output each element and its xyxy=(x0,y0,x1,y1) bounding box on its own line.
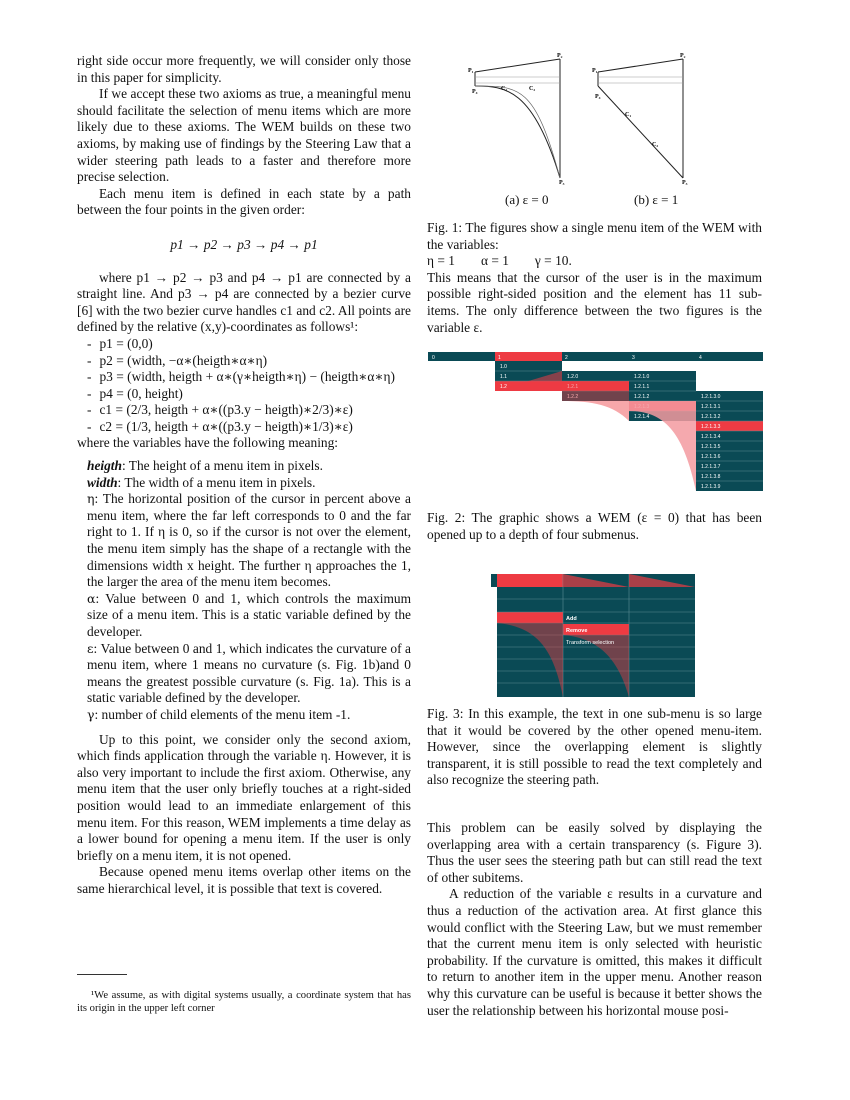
svg-text:1.2.1.0: 1.2.1.0 xyxy=(634,374,650,380)
label-c2: C₂ xyxy=(529,86,536,92)
header-label: 0 xyxy=(432,355,435,361)
path-equation: p1 → p2 → p3 → p4 → p1 xyxy=(170,236,318,252)
point-definitions xyxy=(77,336,411,436)
svg-text:1.2.1.3.0: 1.2.1.3.0 xyxy=(701,394,721,400)
menu-item-transform: Transform selection xyxy=(566,640,615,646)
paragraph: where p1 → p2 → p3 and p4 → p1 are connected by a straight line. And p3 → p4 are connected by a bezier curve [6] with the two bezier curve handles c1 and c2. All points are defined by the relative (x,y)-coordinates as follows¹: xyxy=(77,269,411,335)
figure-2-caption: Fig. 2: The graphic shows a WEM (ε = 0) that has been opened up to a depth of four submenus. xyxy=(427,510,762,542)
paragraph: Because opened menu items overlap other items on the same hierarchical level, it is possible that text is covered. xyxy=(77,864,411,896)
svg-text:1.2.1.4: 1.2.1.4 xyxy=(634,414,650,420)
svg-text:1.2.1.3.4: 1.2.1.3.4 xyxy=(701,434,721,440)
svg-text:P₃: P₃ xyxy=(682,180,688,186)
label-p3: P₃ xyxy=(559,180,565,186)
figure-1-variables: η = 1 α = 1 γ = 10. xyxy=(427,253,572,269)
label-p4: P₄ xyxy=(472,89,478,95)
header-label: 4 xyxy=(699,355,702,361)
variable-item: α: Value between 0 and 1, which controls the maximum size of a menu item. This is a static variable defined by the developer. xyxy=(87,590,411,639)
paragraph: This problem can be easily solved by displaying the overlapping area with a certain transparency (s. Figure 3). Thus the user sees the steering path but can still read the text of other subitems. xyxy=(427,820,762,885)
definition-item: - p3 = (width, heigth + α∗(γ∗heigth∗η) − (heigth∗α∗η) xyxy=(87,369,395,385)
edge-p1-p2 xyxy=(475,59,560,72)
figure-2 xyxy=(428,350,764,495)
definition-item: - p1 = (0,0) xyxy=(87,335,153,351)
paragraph: Each menu item is defined in each state by a path between the four points in the given order: xyxy=(77,185,411,218)
definition-item: - p4 = (0, height) xyxy=(87,385,183,401)
svg-text:P₄: P₄ xyxy=(595,94,601,100)
definition-item: - c2 = (1/3, heigth + α∗((p3.y − heigth)∗1/3)∗ε) xyxy=(87,418,353,434)
label-c1: C₁ xyxy=(501,86,508,92)
svg-text:1.0: 1.0 xyxy=(500,364,507,370)
paragraph: Up to this point, we consider only the second axiom, which finds application through the variable η. However, it is also very important to include the first axiom. Otherwise, any menu item that the user only briefly touches at a right-sided position would lead to an immediate enlargement of this menu item. For this reason, WEM implements a time delay as a lower bound for opening a menu item. If the user is only briefly on a menu item, it is not opened. xyxy=(77,731,411,863)
svg-text:1.2.0: 1.2.0 xyxy=(567,374,579,380)
svg-text:1.2.1.3.3: 1.2.1.3.3 xyxy=(701,424,721,430)
menu-item-remove: Remove xyxy=(566,628,588,634)
svg-text:C₂: C₂ xyxy=(652,142,659,148)
header-label: 1 xyxy=(498,355,501,361)
footnote-rule xyxy=(77,974,127,975)
variable-item: η: The horizontal position of the cursor in percent above a menu item, where the far left corresponds to 0 and the far right to 1. If η is 0, so if the cursor is not over the element, the menu item simply has the shape of a rectangle with the dimensions width x height. The further η approaches the 1, the larger the area of the menu item becomes. xyxy=(87,491,411,590)
definition-item: - c1 = (2/3, heigth + α∗((p3.y − heigth)∗2/3)∗ε) xyxy=(87,402,353,418)
figure-1a-diagram xyxy=(468,53,565,186)
svg-text:1.2.1.3.9: 1.2.1.3.9 xyxy=(701,484,721,490)
svg-text:P₂: P₂ xyxy=(680,53,686,59)
figure-1b-subcaption: (b) ε = 1 xyxy=(634,192,679,207)
variable-item: width: The width of a menu item in pixels. xyxy=(87,474,316,490)
svg-text:1.2.1.3.1: 1.2.1.3.1 xyxy=(701,404,721,410)
variable-item: ε: Value between 0 and 1, which indicates the curvature of a menu item, where 1 means no curvature (s. Fig. 1b)and 0 means the greatest possible curvature (s. Fig. 1a). This is a static variable defined by the developer. xyxy=(87,640,411,706)
svg-text:1.2.1.3.2: 1.2.1.3.2 xyxy=(701,414,721,420)
svg-text:1.2.1: 1.2.1 xyxy=(567,384,579,390)
svg-text:1.2.1.3.7: 1.2.1.3.7 xyxy=(701,464,721,470)
svg-text:1.2.1.2: 1.2.1.2 xyxy=(634,394,650,400)
header-label: 3 xyxy=(632,355,635,361)
svg-text:P₁: P₁ xyxy=(592,68,598,74)
figure-1-caption: Fig. 1: The figures show a single menu item of the WEM with the variables: η = 1 α = 1 γ = 10. This means that the cursor of the user is in the maximum possible right-sided position and the element has 11 sub-items. The only difference between the two figures is the variable ε. xyxy=(427,220,762,335)
label-p2: P₂ xyxy=(557,53,563,59)
menu-item-add: Add xyxy=(566,616,577,622)
paragraph: where the variables have the following meaning: xyxy=(77,435,339,451)
svg-text:1.2.1.1: 1.2.1.1 xyxy=(634,384,650,390)
bezier-curve xyxy=(475,86,560,178)
figure-3-caption: Fig. 3: In this example, the text in one sub-menu is so large that it would be covered by the other opened menu-item. However, since the overlapping element is slightly transparent, it is still possible to read the text completely and also recognize the steering path. xyxy=(427,706,762,788)
left-column xyxy=(77,53,411,898)
svg-text:1.2.2: 1.2.2 xyxy=(567,394,579,400)
figure-1a-subcaption: (a) ε = 0 xyxy=(505,192,549,207)
label-p1: P₁ xyxy=(468,68,474,74)
definition-item: - p2 = (width, −α∗(heigth∗α∗η) xyxy=(87,352,268,368)
paragraph: If we accept these two axioms as true, a meaningful menu should facilitate the selection of menu items which are more likely due to these axioms. The WEM builds on these two axioms, by making use of findings by the Steering Law that a wider steering path leads to a faster and therefore more precise selection. xyxy=(77,86,411,185)
variable-definitions xyxy=(87,458,411,724)
variable-item: γ: number of child elements of the menu item -1. xyxy=(87,706,351,722)
variable-item: heigth: The height of a menu item in pixels. xyxy=(87,458,323,474)
svg-text:1.2.1.3.5: 1.2.1.3.5 xyxy=(701,444,721,450)
figure-1 xyxy=(465,50,765,190)
svg-text:C₁: C₁ xyxy=(625,112,632,118)
svg-text:1.1: 1.1 xyxy=(500,374,507,380)
figure-3 xyxy=(491,572,695,700)
svg-text:1.2.1.3.8: 1.2.1.3.8 xyxy=(701,474,721,480)
paragraph: right side occur more frequently, we will consider only those in this paper for simplicity. xyxy=(77,53,411,85)
figure-1b-diagram xyxy=(592,53,688,186)
paragraph: A reduction of the variable ε results in a curvature and thus a reduction of the activation area. At first glance this would conflict with the Steering Law, but we must remember that the current menu item is only selected with heuristic probability. If the curvature is omitted, this makes it difficult to return to another item in the upper menu. Another reason why this curvature can be useful is because it better shows the user the relationship between his horizontal mouse posi- xyxy=(427,886,762,1018)
svg-text:1.2: 1.2 xyxy=(500,384,507,390)
header-label: 2 xyxy=(565,355,568,361)
right-body xyxy=(427,820,762,1019)
footnote: ¹We assume, as with digital systems usually, a coordinate system that has its origin in the upper left corner xyxy=(77,990,411,1015)
svg-text:1.2.1.3.6: 1.2.1.3.6 xyxy=(701,454,721,460)
